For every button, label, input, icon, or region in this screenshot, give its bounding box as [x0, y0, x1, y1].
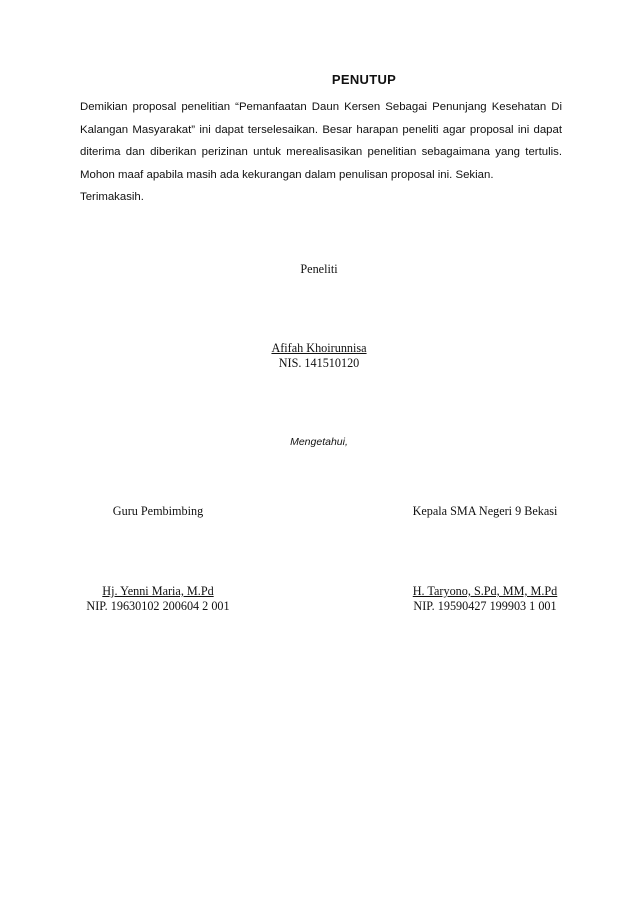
principal-nip: NIP. 19590427 199903 1 001	[413, 599, 557, 613]
advisor-role: Guru Pembimbing	[112, 504, 204, 518]
paragraph-line: Kalangan Masyarakat” ini dapat terselesaikan. Besar harapan peneliti agar proposal ini dapat	[80, 123, 562, 136]
researcher-role: Peneliti	[300, 262, 338, 276]
paragraph-line: Mohon maaf apabila masih ada kekurangan dalam penulisan proposal ini. Sekian.	[80, 168, 494, 181]
paragraph-line: Demikian proposal penelitian “Pemanfaatan Daun Kersen Sebagai Penunjang Kesehatan Di	[80, 101, 562, 113]
principal-name: H. Taryono, S.Pd, MM, M.Pd	[412, 584, 558, 598]
researcher-name: Afifah Khoirunnisa	[271, 341, 367, 355]
acknowledged-label: Mengetahui,	[290, 436, 348, 448]
closing-paragraph	[80, 96, 562, 209]
page-title: PENUTUP	[331, 72, 397, 87]
advisor-nip: NIP. 19630102 200604 2 001	[86, 599, 230, 613]
researcher-nis: NIS. 141510120	[278, 356, 360, 370]
paragraph-line: diterima dan diberikan perizinan untuk merealisasikan penelitian sebagaimana yang tertulis.	[80, 146, 562, 158]
advisor-name: Hj. Yenni Maria, M.Pd	[102, 584, 214, 598]
principal-role: Kepala SMA Negeri 9 Bekasi	[412, 504, 558, 518]
paragraph-line: Terimakasih.	[80, 191, 144, 203]
